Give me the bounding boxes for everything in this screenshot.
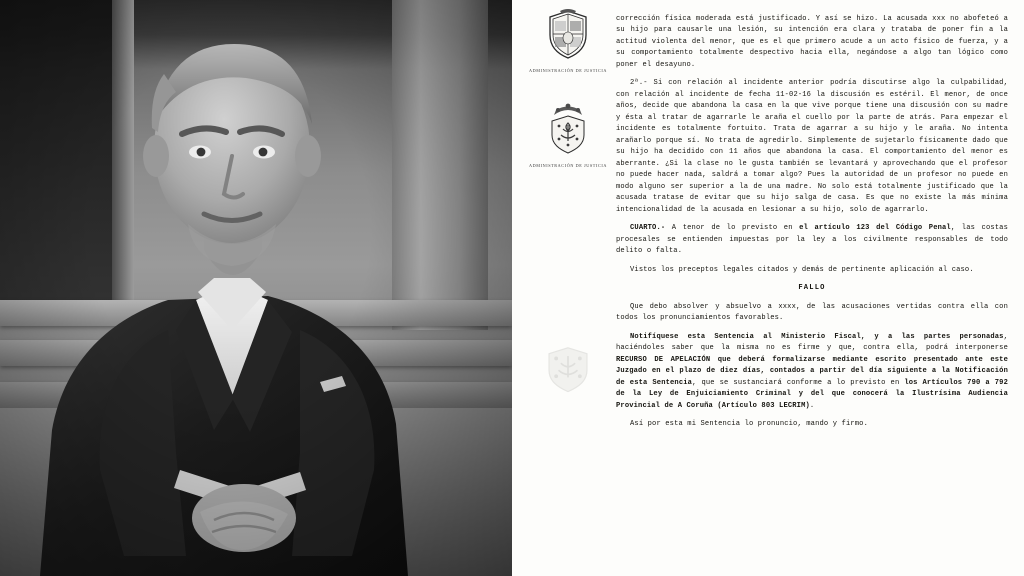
document-paragraph-2: 2ª.- Si con relación al incidente anterior podría discutirse algo la culpabilidad, con relación al incidente de fecha 11-02-16 la discusión es estéril. El menor, de once años, decide que abandona la casa en la que vive porque tiene una discusión con su madre y ésta al tratar de agarrarle le araña el cuello por la parte de atrás. Para empezar el incidente es totalmente fortuito. Trata de agarrar a su hijo y le araña. No intenta arañarlo porque sí. No trata de agredirlo. Simplemente de sujetarlo físicamente dado que su hijo ha decidido con 11 años que abandona la casa. El comportamiento del menor es aberrante. ¿Si la clase no le gusta también se levantará y aprovechando que el profesor no puede hacer nada, saldrá a tomar algo? Pues la autoridad de un profesor no puede en modo alguno ser superior a la de una madre. No solo está totalmente justificado que la acusada tratase de evitar que su hijo salga de casa. Es que no existe la más mínima intencionalidad de la acusada en lesionar a su hijo, solo de agarrarlo. xyxy=(616,79,1008,214)
document-crest-column xyxy=(526,8,610,169)
court-sentence-document xyxy=(512,0,1024,576)
escudo-de-galicia-icon xyxy=(545,101,591,155)
document-paragraph-1: corrección física moderada está justificado. Y así se hizo. La acusada xxx no abofeteó a su hijo para causarle una lesión, su intención era clara y trataba de poner fin a la actitud violenta del menor, que es el que primero acude a un acto físico de fuerza, y a su comportamiento totalmente despectivo hacia ella, negándose a algo tan lógico como poner el desayuno. xyxy=(616,15,1008,69)
document-fallo-heading: FALLO xyxy=(798,284,826,293)
crest-spain-caption: ADMINISTRACIÓN DE JUSTICIA xyxy=(529,68,607,73)
escudo-de-espana-icon xyxy=(545,8,591,60)
escudo-de-galicia-watermark-icon xyxy=(540,330,596,394)
document-closing-paragraph: Así por esta mi Sentencia lo pronuncio, mando y firmo. xyxy=(630,420,868,429)
crest-galicia-block xyxy=(529,101,607,168)
document-paragraph-vistos: Vistos los preceptos legales citados y demás de pertinente aplicación al caso. xyxy=(630,265,974,274)
document-paragraph-cuarto: CUARTO.- A tenor de lo previsto en el artículo 123 del Código Penal, las costas procesales se entienden impuestas por la ley a los civilmente responsables de todo delito o falta. xyxy=(616,224,1008,256)
crest-galicia-caption: ADMINISTRACIÓN DE JUSTICIA xyxy=(529,163,607,169)
document-fallo-paragraph: Que debo absolver y absuelvo a xxxx, de las acusaciones vertidas contra ella con todos los pronunciamientos favorables. xyxy=(616,302,1009,323)
document-text-body xyxy=(616,14,1008,566)
document-notification-paragraph: Notifíquese esta Sentencia al Ministerio Fiscal, y a las partes personadas, haciéndoles saber que la misma no es firme y que, contra ella, podrá interponerse RECURSO DE APELACIÓN que deberá formalizarse mediante escrito presentado ante este Juzgado en el plazo de diez días, contados a partir del día siguiente a la Notificación de esta Sentencia, que se sustanciará conforme a lo previsto en los Artículos 790 a 792 de la Ley de Enjuiciamiento Criminal y del que conocerá la Ilustrísima Audiencia Provincial de A Coruña (Artículo 803 LECRIM). xyxy=(616,332,1008,410)
crest-spain-block xyxy=(529,8,607,73)
